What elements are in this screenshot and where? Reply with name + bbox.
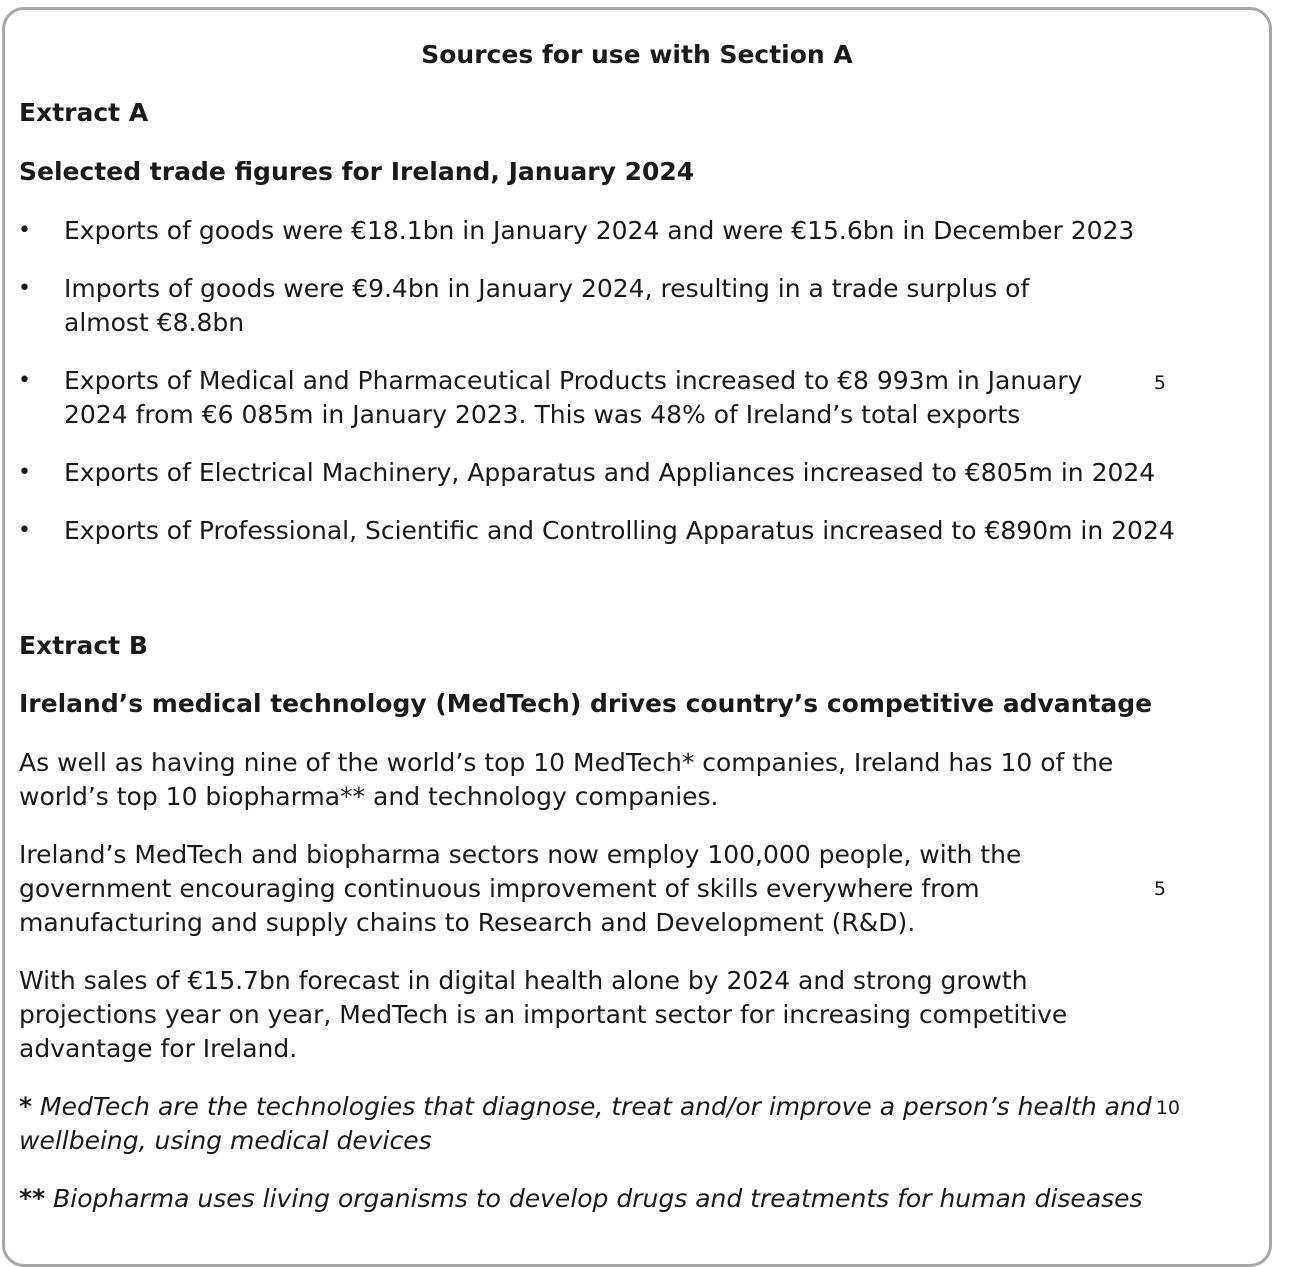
footnote-medtech [19,1090,1152,1124]
bullet-icon: • [18,276,31,301]
bullet-item: Exports of Professional, Scientific and Controlling Apparatus increased to €890m in 2024 [64,516,1175,545]
paragraph-line: advantage for Ireland. [19,1034,298,1063]
extract-a-heading: Extract A [19,98,149,127]
bullet-item-continuation: 2024 from €6 085m in January 2023. This was 48% of Ireland’s total exports [64,400,1021,429]
source-box [2,7,1272,1267]
paragraph-line: world’s top 10 biopharma** and technology companies. [19,782,719,811]
extract-b-heading: Extract B [19,631,148,660]
bullet-item: Exports of Electrical Machinery, Apparatus and Appliances increased to €805m in 2024 [64,458,1156,487]
bullet-icon: • [18,368,31,393]
paragraph-line: government encouraging continuous improvement of skills everywhere from [19,874,980,903]
extract-b-subheading: Ireland’s medical technology (MedTech) drives country’s competitive advantage [19,689,1153,718]
line-number: 10 [1155,1097,1180,1119]
paragraph-line: manufacturing and supply chains to Research and Development (R&D). [19,908,916,937]
paragraph-line: projections year on year, MedTech is an important sector for increasing competitive [19,1000,1068,1029]
footnote-marker: * [19,1092,33,1121]
bullet-item: Imports of goods were €9.4bn in January 2024, resulting in a trade surplus of [64,274,1030,303]
paragraph-line: Ireland’s MedTech and biopharma sectors now employ 100,000 people, with the [19,840,1022,869]
paragraph-line: With sales of €15.7bn forecast in digital health alone by 2024 and strong growth [19,966,1028,995]
extract-a-subheading: Selected trade figures for Ireland, January 2024 [19,157,695,186]
footnote-text: Biopharma uses living organisms to develop drugs and treatments for human diseases [45,1184,1143,1213]
line-number: 5 [1153,878,1166,900]
bullet-icon: • [18,218,31,243]
bullet-item: Exports of Medical and Pharmaceutical Products increased to €8 993m in January [64,366,1083,395]
line-number: 5 [1153,372,1166,394]
footnote-marker: ** [19,1184,46,1213]
page-title: Sources for use with Section A [421,40,853,69]
bullet-icon: • [18,460,31,485]
footnote-continuation: wellbeing, using medical devices [19,1126,432,1155]
bullet-icon: • [18,518,31,543]
footnote-biopharma [19,1182,1143,1216]
bullet-item: Exports of goods were €18.1bn in January 2024 and were €15.6bn in December 2023 [64,216,1135,245]
bullet-item-continuation: almost €8.8bn [64,308,245,337]
paragraph-line: As well as having nine of the world’s top 10 MedTech* companies, Ireland has 10 of the [19,748,1114,777]
footnote-text: MedTech are the technologies that diagnose, treat and/or improve a person’s health and [32,1092,1152,1121]
